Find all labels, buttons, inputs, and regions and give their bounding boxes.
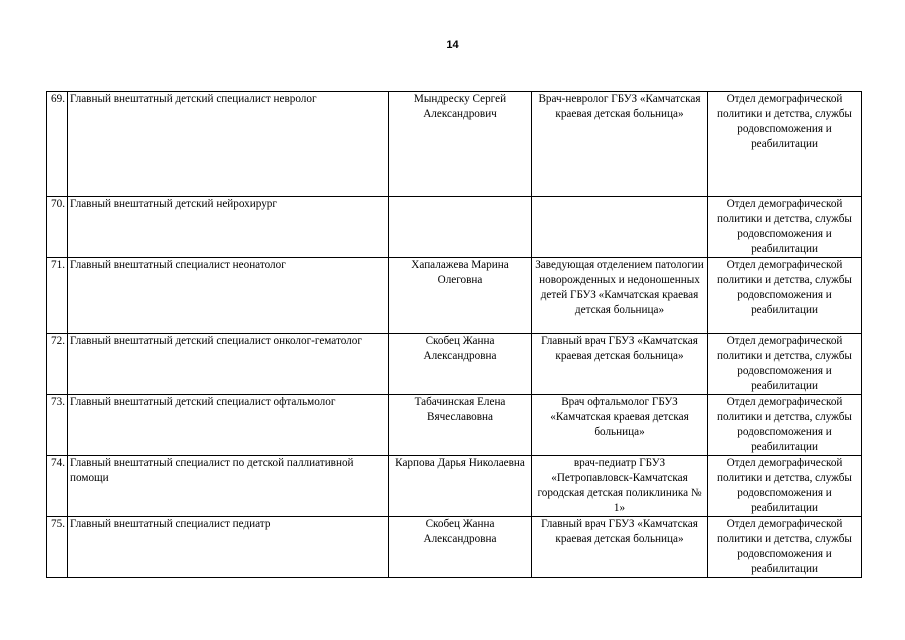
responsible-department: Отдел демографической политики и детства, службы родовспоможения и реабилитации — [708, 258, 862, 334]
row-number: 75. — [47, 517, 68, 578]
person-position: Врач офтальмолог ГБУЗ «Камчатская краевая детская больница» — [532, 395, 708, 456]
row-number: 74. — [47, 456, 68, 517]
row-number: 72. — [47, 334, 68, 395]
table-row — [47, 395, 862, 456]
person-position: Врач-невролог ГБУЗ «Камчатская краевая детская больница» — [532, 92, 708, 197]
table-row — [47, 456, 862, 517]
responsible-department: Отдел демографической политики и детства, службы родовспоможения и реабилитации — [708, 517, 862, 578]
person-name — [389, 197, 532, 258]
person-position: Заведующая отделением патологии новорожденных и недоношенных детей ГБУЗ «Камчатская краевая детская больница» — [532, 258, 708, 334]
table-row — [47, 197, 862, 258]
responsible-department: Отдел демографической политики и детства, службы родовспоможения и реабилитации — [708, 456, 862, 517]
specialist-title: Главный внештатный специалист педиатр — [68, 517, 389, 578]
person-name: Табачинская Елена Вячеславовна — [389, 395, 532, 456]
specialist-title: Главный внештатный детский специалист онколог-гематолог — [68, 334, 389, 395]
person-position: врач-педиатр ГБУЗ «Петропавловск-Камчатская городская детская поликлиника № 1» — [532, 456, 708, 517]
responsible-department: Отдел демографической политики и детства, службы родовспоможения и реабилитации — [708, 197, 862, 258]
person-name: Хапалажева Марина Олеговна — [389, 258, 532, 334]
row-number: 71. — [47, 258, 68, 334]
table-row — [47, 517, 862, 578]
person-position: Главный врач ГБУЗ «Камчатская краевая детская больница» — [532, 334, 708, 395]
table-row — [47, 258, 862, 334]
specialist-title: Главный внештатный детский специалист офтальмолог — [68, 395, 389, 456]
specialists-table — [46, 91, 862, 578]
person-position — [532, 197, 708, 258]
person-name: Скобец Жанна Александровна — [389, 334, 532, 395]
responsible-department: Отдел демографической политики и детства, службы родовспоможения и реабилитации — [708, 334, 862, 395]
table-row — [47, 92, 862, 197]
specialist-title: Главный внештатный детский нейрохирург — [68, 197, 389, 258]
row-number: 70. — [47, 197, 68, 258]
specialist-title: Главный внештатный детский специалист невролог — [68, 92, 389, 197]
row-number: 69. — [47, 92, 68, 197]
person-position: Главный врач ГБУЗ «Камчатская краевая детская больница» — [532, 517, 708, 578]
table-row — [47, 334, 862, 395]
specialist-title: Главный внештатный специалист по детской паллиативной помощи — [68, 456, 389, 517]
person-name: Мындреску Сергей Александрович — [389, 92, 532, 197]
person-name: Карпова Дарья Николаевна — [389, 456, 532, 517]
responsible-department: Отдел демографической политики и детства, службы родовспоможения и реабилитации — [708, 395, 862, 456]
person-name: Скобец Жанна Александровна — [389, 517, 532, 578]
page-number: 14 — [446, 39, 459, 51]
row-number: 73. — [47, 395, 68, 456]
responsible-department: Отдел демографической политики и детства, службы родовспоможения и реабилитации — [708, 92, 862, 197]
specialist-title: Главный внештатный специалист неонатолог — [68, 258, 389, 334]
